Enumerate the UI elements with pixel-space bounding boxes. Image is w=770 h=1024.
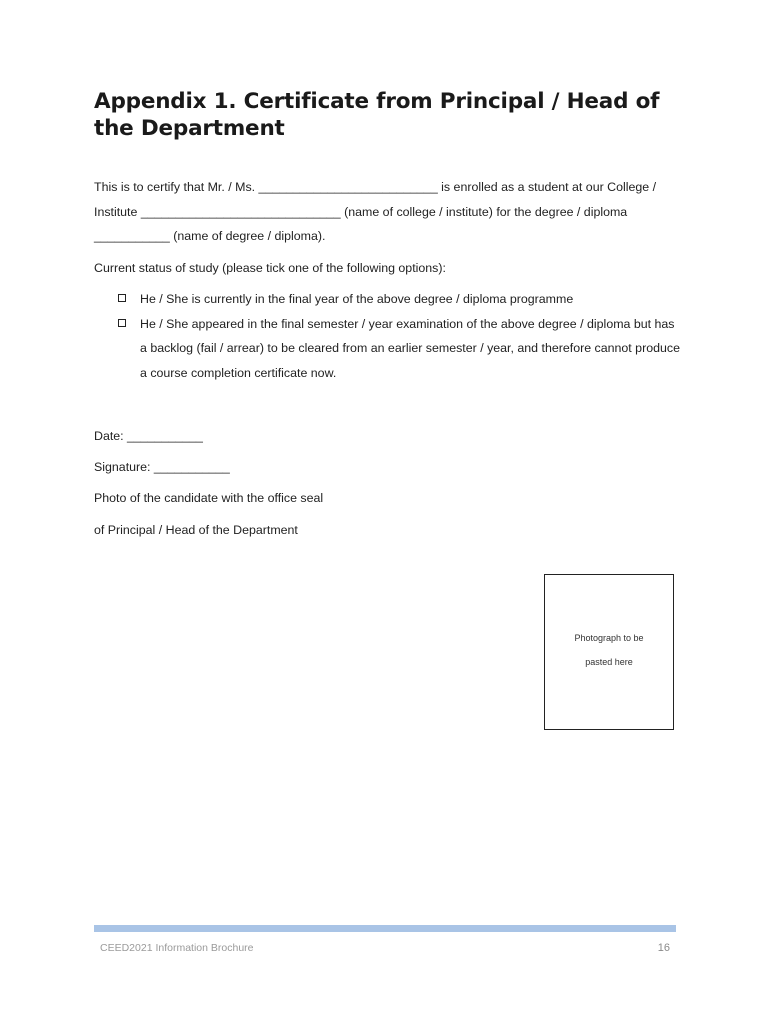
option-final-year-label: He / She is currently in the final year of the above degree / diploma programme (140, 292, 574, 306)
option-backlog-label: He / She appeared in the final semester / year examination of the above degree / diploma but has a backlog (fail / arrear) to be cleared from an earlier semester / year, and therefore cannot produce a course completion certificate now. (140, 316, 680, 380)
signature-line: Signature: ___________ (94, 460, 230, 474)
checkbox-backlog[interactable] (118, 319, 126, 327)
photograph-box-line-1: Photograph to be (574, 633, 644, 643)
photograph-box-text (545, 626, 673, 674)
photo-caption-line-1: Photo of the candidate with the office seal (94, 491, 324, 505)
photograph-box (544, 574, 674, 730)
checkbox-final-year[interactable] (118, 294, 126, 302)
footer-bar (94, 925, 676, 932)
status-options (116, 287, 681, 385)
option-backlog (116, 312, 681, 386)
footer-brochure-title: CEED2021 Information Brochure (100, 942, 254, 954)
photo-caption-line-2: of Principal / Head of the Department (94, 523, 298, 537)
option-final-year (116, 287, 681, 312)
certify-paragraph: This is to certify that Mr. / Ms. __________________________ is enrolled as a student at our College / Institute _____________________________ (name of college / institute) for the degree / diploma ___________ (name of degree / diploma). (94, 180, 657, 243)
footer-page-number: 16 (657, 942, 670, 954)
photograph-box-line-2: pasted here (585, 657, 633, 667)
status-label: Current status of study (please tick one of the following options): (94, 261, 446, 275)
page-title: Appendix 1. Certificate from Principal / Head of the Department (94, 89, 660, 141)
date-line: Date: ___________ (94, 429, 203, 443)
